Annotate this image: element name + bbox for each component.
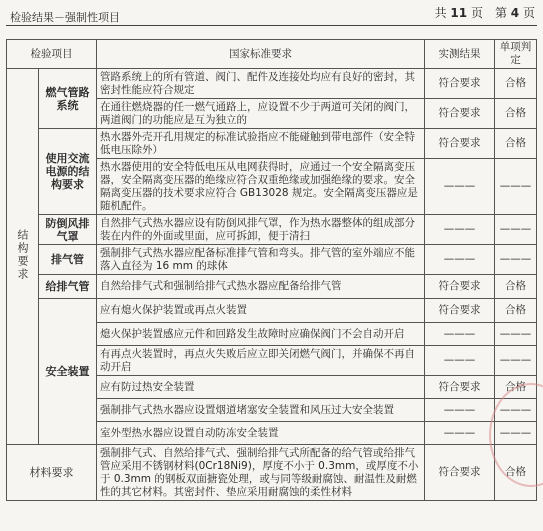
requirement-cell: 有再点火装置时，再点火失败后应立即关闭燃气阀门，并确保不再自动开启 [97,346,425,376]
requirement-cell: 热水器外壳开孔用规定的标准试验指应不能碰触到带电部件（安全特低电压除外） [97,129,425,159]
requirement-cell: 在通往燃烧器的任一燃气通路上，应设置不少于两道可关闭的阀门，两道阀门的功能应是互为独立的 [97,99,425,129]
judge-cell: ——— [495,346,537,376]
result-cell: 符合要求 [425,129,495,159]
col-header-item: 检验项目 [7,40,97,69]
requirement-cell: 应有熄火保护装置或再点火装置 [97,299,425,323]
judge-cell: 合格 [495,445,537,501]
subcategory-cell: 使用交流电源的结构要求 [39,129,97,215]
table-row [7,299,537,323]
judge-cell: 合格 [495,376,537,399]
judge-cell: ——— [495,422,537,445]
col-header-standard: 国家标准要求 [97,40,425,69]
result-cell: 符合要求 [425,299,495,323]
table-row [7,215,537,245]
requirement-cell: 强制排气式、自然给排气式、强制给排气式所配备的给气管或给排气管应采用不锈钢材料(0Cr18Ni9)，厚度不小于 0.3mm，或厚度不小于 0.3mm 的钢板双面搪瓷处理，或与同等级耐腐蚀、耐温性及耐燃性的其它材料。其密封件、垫应采用耐腐蚀的柔性材料 [97,445,425,501]
judge-cell: 合格 [495,99,537,129]
judge-cell: 合格 [495,129,537,159]
subcategory-cell: 给排气管 [39,275,97,299]
page-header [6,4,537,26]
table-row [7,69,537,99]
result-cell: ——— [425,399,495,422]
table-row [7,129,537,159]
total-pages: 11 [450,6,468,20]
requirement-cell: 应有防过热安全装置 [97,376,425,399]
result-cell: 符合要求 [425,99,495,129]
subcategory-cell: 排气管 [39,245,97,275]
page-number: 共 11 页 第 4 页 [434,6,535,20]
results-table [6,39,537,501]
section-title: 检验结果－强制性项目 [10,11,120,24]
requirement-cell: 强制排气式热水器应配备标准排气管和弯头。排气管的室外端应不能落入直径为 16 mm 的球体 [97,245,425,275]
table-row [7,245,537,275]
table-row [7,275,537,299]
judge-cell: ——— [495,159,537,215]
col-header-judge: 单项判定 [495,40,537,69]
header-divider [6,25,537,26]
judge-cell: ——— [495,399,537,422]
result-cell: ——— [425,323,495,346]
current-page: 4 [510,6,520,20]
requirement-cell: 室外型热水器应设置自动防冻安全装置 [97,422,425,445]
result-cell: ——— [425,422,495,445]
result-cell: 符合要求 [425,275,495,299]
table-row [7,445,537,501]
subcategory-cell: 安全装置 [39,299,97,445]
subcategory-cell: 燃气管路系统 [39,69,97,129]
result-cell: ——— [425,245,495,275]
col-header-result: 实测结果 [425,40,495,69]
result-cell: ——— [425,215,495,245]
requirement-cell: 强制排气式热水器应设置烟道堵塞安全装置和风压过大安全装置 [97,399,425,422]
subcategory-cell: 防倒风排气罩 [39,215,97,245]
judge-cell: 合格 [495,275,537,299]
requirement-cell: 热水器使用的安全特低电压从电网获得时，应通过一个安全隔离变压器，安全隔离变压器的绝缘应符合双重绝缘或加强绝缘的要求。安全隔离变压器的技术要求应符合 GB13028 规定。安全隔离变压器应是随机配件。 [97,159,425,215]
judge-cell: ——— [495,245,537,275]
result-cell: ——— [425,346,495,376]
judge-cell: ——— [495,215,537,245]
subcategory-cell: 材料要求 [7,445,97,501]
result-cell: 符合要求 [425,376,495,399]
judge-cell: 合格 [495,69,537,99]
requirement-cell: 自然排气式热水器应设有防倒风排气罩，作为热水器整体的组成部分装在内件的外面或里面，应可拆卸，便于清扫 [97,215,425,245]
result-cell: ——— [425,159,495,215]
requirement-cell: 自然给排气式和强制给排气式热水器应配备给排气管 [97,275,425,299]
result-cell: 符合要求 [425,69,495,99]
judge-cell: 合格 [495,299,537,323]
judge-cell: ——— [495,323,537,346]
result-cell: 符合要求 [425,445,495,501]
requirement-cell: 熄火保护装置感应元件和回路发生故障时应确保阀门不会自动开启 [97,323,425,346]
table-header-row [7,40,537,69]
requirement-cell: 管路系统上的所有管道、阀门、配件及连接处均应有良好的密封，其密封性能应符合规定 [97,69,425,99]
category-cell: 结构要求 [7,69,39,445]
